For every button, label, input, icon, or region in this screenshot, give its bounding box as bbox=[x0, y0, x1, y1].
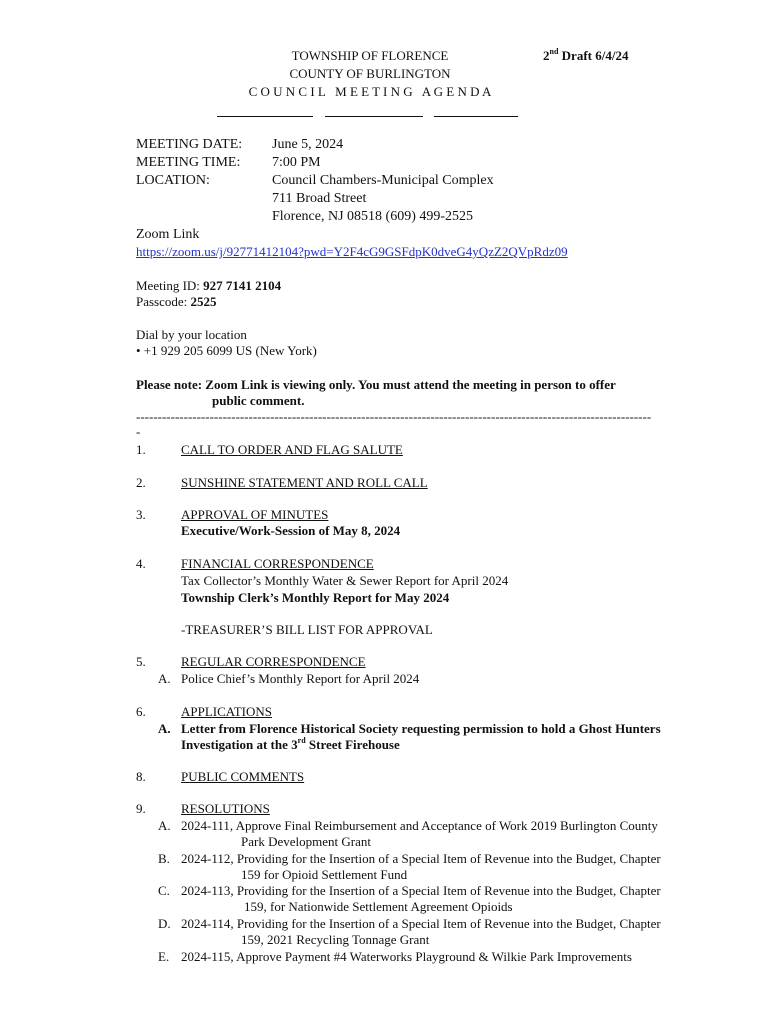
township-name: TOWNSHIP OF FLORENCE bbox=[291, 48, 449, 63]
meeting-date-value: June 5, 2024 bbox=[272, 137, 344, 152]
note-line-1: Please note: Zoom Link is viewing only. You must attend the meeting in person to offer bbox=[136, 377, 616, 392]
passcode-value: 2525 bbox=[190, 294, 217, 309]
meeting-id bbox=[136, 278, 281, 294]
item-approval-of-minutes: APPROVAL OF MINUTES bbox=[181, 507, 329, 522]
ordinal-suffix: rd bbox=[297, 735, 306, 745]
passcode-label: Passcode: bbox=[136, 294, 191, 309]
historical-society-request-line-1: Letter from Florence Historical Society requesting permission to hold a Ghost Hunters bbox=[181, 721, 661, 736]
draft-number: 2 bbox=[543, 48, 550, 63]
separator-line: ----------------------------------------------------------------------------------------------------------------------- bbox=[136, 409, 652, 424]
resolution-2024-115: 2024-115, Approve Payment #4 Waterworks Playground & Wilkie Park Improvements bbox=[181, 949, 632, 964]
item-sunshine-statement: SUNSHINE STATEMENT AND ROLL CALL bbox=[181, 475, 428, 490]
township-clerk-report: Township Clerk’s Monthly Report for May 2024 bbox=[181, 590, 450, 605]
meeting-time-value: 7:00 PM bbox=[272, 155, 321, 170]
location-label: LOCATION: bbox=[136, 173, 210, 188]
minutes-detail: Executive/Work-Session of May 8, 2024 bbox=[181, 523, 401, 538]
police-chief-report: Police Chief’s Monthly Report for April 2024 bbox=[181, 671, 420, 686]
item-number: 2. bbox=[136, 475, 146, 490]
draft-ordinal: nd bbox=[549, 46, 559, 56]
request-text-post: Street Firehouse bbox=[305, 737, 400, 752]
item-number: 4. bbox=[136, 556, 146, 571]
item-financial-correspondence: FINANCIAL CORRESPONDENCE bbox=[181, 556, 374, 571]
item-number: 6. bbox=[136, 704, 146, 719]
location-line-2: 711 Broad Street bbox=[272, 191, 367, 206]
meeting-time-label: MEETING TIME: bbox=[136, 155, 241, 170]
historical-society-request-line-2 bbox=[181, 737, 400, 753]
zoom-link[interactable]: https://zoom.us/j/92771412104?pwd=Y2F4cG9GSFdpK0dveG4yQzZ2QVpRdz09 bbox=[136, 244, 568, 259]
meeting-id-label: Meeting ID: bbox=[136, 278, 204, 293]
resolution-2024-112: 2024-112, Providing for the Insertion of a Special Item of Revenue into the Budget, Chapter bbox=[181, 851, 661, 866]
item-number: 8. bbox=[136, 769, 146, 784]
location-line-1: Council Chambers-Municipal Complex bbox=[272, 173, 494, 188]
item-call-to-order: CALL TO ORDER AND FLAG SALUTE bbox=[181, 442, 403, 457]
resolution-2024-112-cont: 159 for Opioid Settlement Fund bbox=[241, 867, 408, 882]
sub-item-letter: A. bbox=[158, 818, 171, 833]
dial-label: Dial by your location bbox=[136, 327, 247, 342]
note-line-2: public comment. bbox=[212, 393, 305, 408]
resolution-2024-114: 2024-114, Providing for the Insertion of a Special Item of Revenue into the Budget, Chapter bbox=[181, 916, 661, 931]
signature-line-2 bbox=[325, 116, 423, 117]
item-applications: APPLICATIONS bbox=[181, 704, 273, 719]
sub-item-letter: E. bbox=[158, 949, 170, 964]
passcode bbox=[136, 294, 217, 310]
item-number: 1. bbox=[136, 442, 146, 457]
tax-collector-report: Tax Collector’s Monthly Water & Sewer Report for April 2024 bbox=[181, 573, 509, 588]
separator-tail: - bbox=[136, 424, 141, 439]
resolution-2024-114-cont: 159, 2021 Recycling Tonnage Grant bbox=[241, 932, 430, 947]
item-number: 5. bbox=[136, 654, 146, 669]
draft-label bbox=[543, 48, 628, 64]
signature-line-3 bbox=[434, 116, 518, 117]
dial-number: • +1 929 205 6099 US (New York) bbox=[136, 343, 317, 358]
item-regular-correspondence: REGULAR CORRESPONDENCE bbox=[181, 654, 366, 669]
county-name: COUNTY OF BURLINGTON bbox=[289, 66, 451, 81]
request-text-pre: Investigation at the 3 bbox=[181, 737, 298, 752]
resolution-2024-111: 2024-111, Approve Final Reimbursement and Acceptance of Work 2019 Burlington County bbox=[181, 818, 658, 833]
sub-item-letter: A. bbox=[158, 671, 171, 686]
sub-item-letter: C. bbox=[158, 883, 170, 898]
item-public-comments: PUBLIC COMMENTS bbox=[181, 769, 305, 784]
signature-line-1 bbox=[217, 116, 313, 117]
sub-item-letter: B. bbox=[158, 851, 170, 866]
resolution-2024-113-cont: 159, for Nationwide Settlement Agreement Opioids bbox=[244, 899, 513, 914]
sub-item-letter: D. bbox=[158, 916, 171, 931]
resolution-2024-113: 2024-113, Providing for the Insertion of a Special Item of Revenue into the Budget, Chapter bbox=[181, 883, 661, 898]
draft-date: Draft 6/4/24 bbox=[558, 48, 629, 63]
item-number: 9. bbox=[136, 801, 146, 816]
treasurer-bill-list: -TREASURER’S BILL LIST FOR APPROVAL bbox=[181, 622, 433, 637]
location-line-3: Florence, NJ 08518 (609) 499-2525 bbox=[272, 209, 474, 224]
item-number: 3. bbox=[136, 507, 146, 522]
zoom-link-label: Zoom Link bbox=[136, 227, 200, 242]
item-resolutions: RESOLUTIONS bbox=[181, 801, 270, 816]
agenda-heading: C O U N C I L M E E T I N G A G E N D A bbox=[248, 84, 492, 99]
meeting-id-value: 927 7141 2104 bbox=[203, 278, 282, 293]
meeting-date-label: MEETING DATE: bbox=[136, 137, 243, 152]
resolution-2024-111-cont: Park Development Grant bbox=[241, 834, 371, 849]
sub-item-letter: A. bbox=[158, 721, 171, 736]
